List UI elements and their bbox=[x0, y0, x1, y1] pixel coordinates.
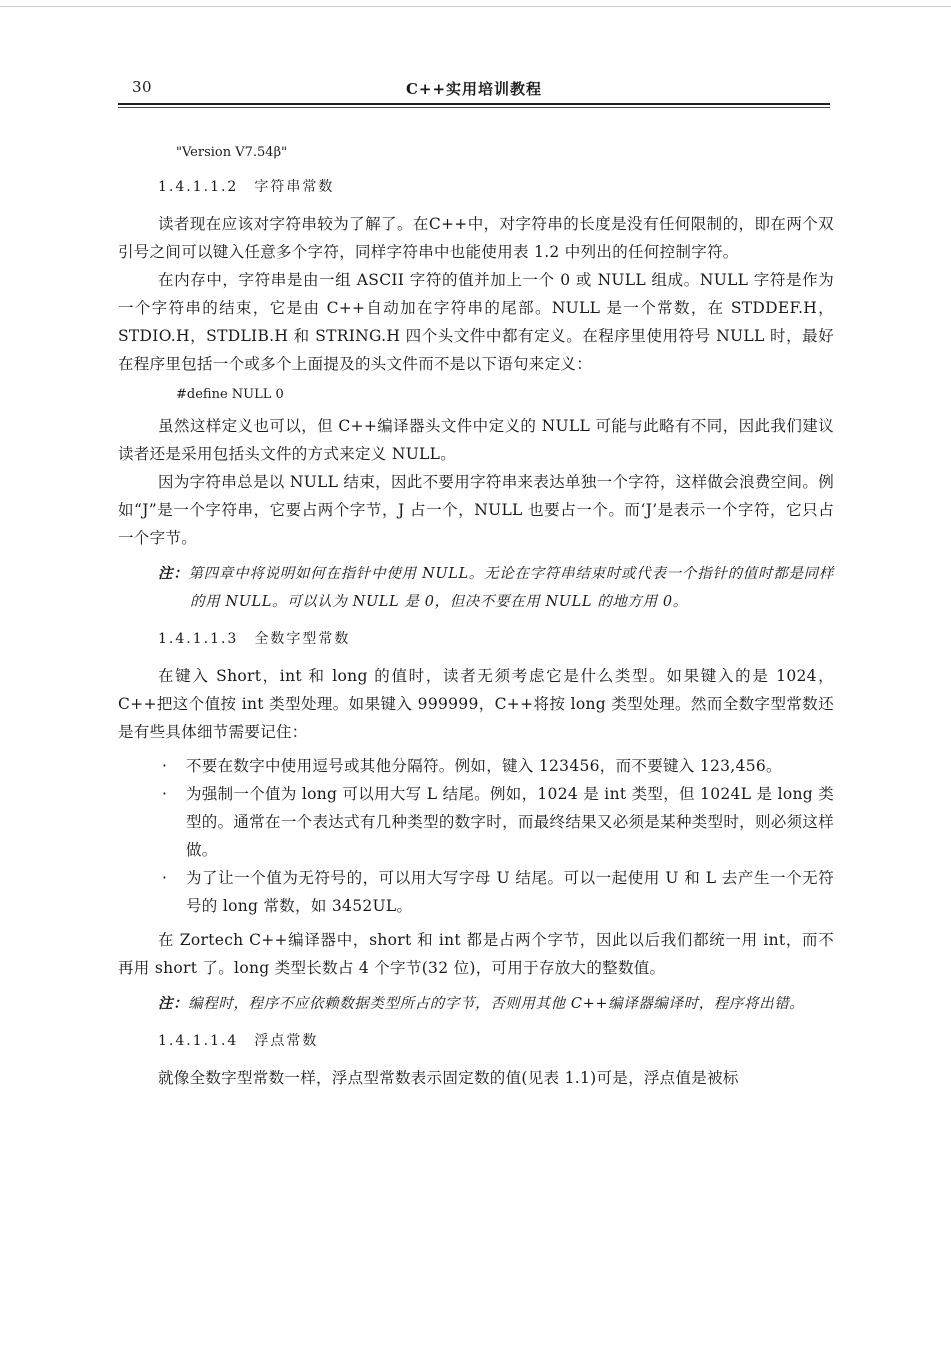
integer-constant-rules bbox=[158, 752, 834, 920]
list-item bbox=[158, 864, 834, 920]
note-null bbox=[158, 560, 834, 616]
page-body bbox=[118, 140, 834, 1092]
note-text: 第四章中将说明如何在指针中使用 NULL。无论在字符串结束时或代表一个指针的值时都是同样的用 NULL。可以认为 NULL 是 0，但决不要在用 NULL 的地方用 0。 bbox=[188, 566, 835, 610]
list-item bbox=[158, 752, 834, 780]
page-header bbox=[118, 78, 830, 100]
list-item bbox=[158, 780, 834, 864]
bullet-mark: · bbox=[162, 869, 168, 887]
paragraph: 虽然这样定义也可以，但 C++编译器头文件中定义的 NULL 可能与此略有不同，因此我们建议读者还是采用包括头文件的方式来定义 NULL。 bbox=[118, 417, 834, 463]
note-label: 注： bbox=[158, 995, 189, 1012]
running-title: C++实用培训教程 bbox=[405, 80, 543, 98]
bullet-mark: · bbox=[162, 757, 168, 775]
section-heading-string-constants: 1.4.1.1.2 字符串常数 bbox=[158, 179, 335, 195]
header-rule-thin bbox=[118, 107, 830, 108]
section-heading-float-constants: 1.4.1.1.4 浮点常数 bbox=[158, 1033, 319, 1049]
list-item-text: 不要在数字中使用逗号或其他分隔符。例如，键入 123456，而不要键入 123,456。 bbox=[186, 757, 782, 775]
version-string: "Version V7.54β" bbox=[176, 145, 288, 160]
paragraph: 在键入 Short，int 和 long 的值时，读者无须考虑它是什么类型。如果键入的是 1024，C++把这个值按 int 类型处理。如果键入 999999，C++将按 long 类型处理。然而全数字型常数还是有些具体细节需要记住： bbox=[118, 667, 834, 741]
note-label: 注： bbox=[158, 565, 189, 582]
code-define-null: #define NULL 0 bbox=[176, 387, 284, 402]
bullet-mark: · bbox=[162, 785, 168, 803]
paragraph: 在内存中，字符串是由一组 ASCII 字符的值并加上一个 0 或 NULL 组成。NULL 字符是作为一个字符串的结束，它是由 C++自动加在字符串的尾部。NULL 是一个常数，在 STDDEF.H，STDIO.H，STDLIB.H 和 STRING.H 四个头文件中都有定义。在程序里使用符号 NULL 时，最好在程序里包括一个或多个上面提及的头文件而不是以下语句来定义： bbox=[118, 271, 834, 373]
paragraph: 读者现在应该对字符串较为了解了。在C++中，对字符串的长度是没有任何限制的，即在两个双引号之间可以键入任意多个字符，同样字符串中也能使用表 1.2 中列出的任何控制字符。 bbox=[118, 215, 834, 261]
list-item-text: 为了让一个值为无符号的，可以用大写字母 U 结尾。可以一起使用 U 和 L 去产生一个无符号的 long 常数，如 3452UL。 bbox=[186, 869, 834, 915]
section-heading-integer-constants: 1.4.1.1.3 全数字型常数 bbox=[158, 631, 351, 647]
paragraph: 就像全数字型常数一样，浮点型常数表示固定数的值(见表 1.1)可是，浮点值是被标 bbox=[158, 1069, 739, 1087]
paragraph: 因为字符串总是以 NULL 结束，因此不要用字符串来表达单独一个字符，这样做会浪费空间。例如“J”是一个字符串，它要占两个字节，J 占一个，NULL 也要占一个。而‘J’是表示一个字符，它只占一个字节。 bbox=[118, 473, 834, 547]
note-text: 编程时，程序不应依赖数据类型所占的字节，否则用其他 C++编译器编译时，程序将出错。 bbox=[188, 996, 805, 1012]
header-rule-thick bbox=[118, 103, 830, 105]
page-number: 30 bbox=[132, 78, 153, 96]
note-byte-size bbox=[158, 990, 834, 1018]
scan-top-edge bbox=[0, 6, 951, 7]
paragraph: 在 Zortech C++编译器中，short 和 int 都是占两个字节，因此以后我们都统一用 int，而不再用 short 了。long 类型长数占 4 个字节(32 位)，可用于存放大的整数值。 bbox=[118, 931, 834, 977]
list-item-text: 为强制一个值为 long 可以用大写 L 结尾。例如，1024 是 int 类型，但 1024L 是 long 类型的。通常在一个表达式有几种类型的数字时，而最终结果又必须是某种类型时，则必须这样做。 bbox=[186, 785, 834, 859]
